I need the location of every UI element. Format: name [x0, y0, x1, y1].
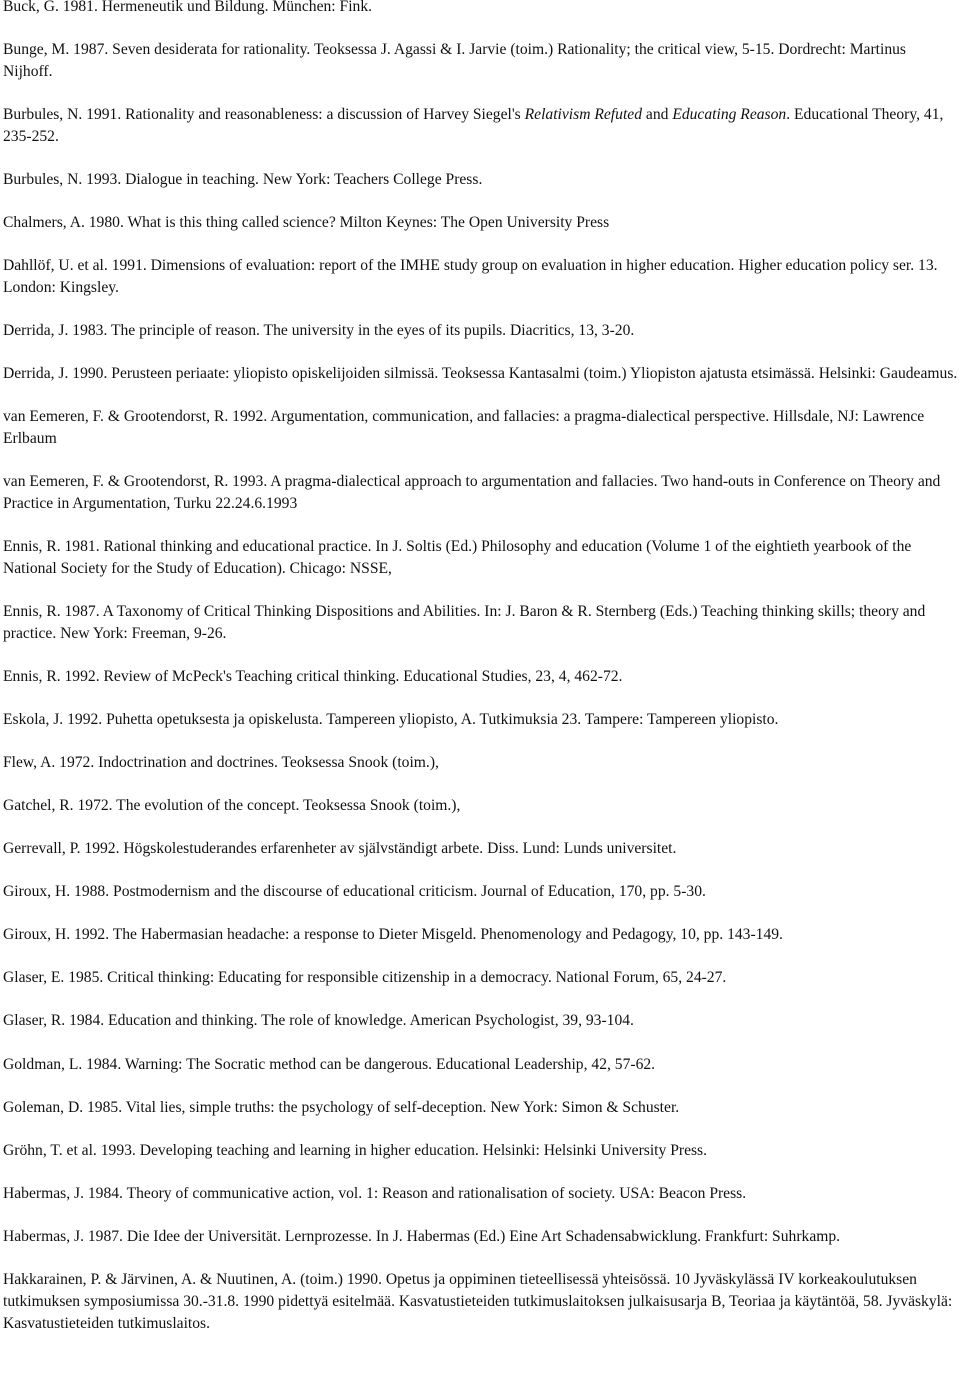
reference-entry: [3, 104, 958, 148]
reference-entry: Glaser, E. 1985. Critical thinking: Educating for responsible citizenship in a democracy. National Forum, 65, 24-27.: [3, 969, 727, 987]
reference-entry: Eskola, J. 1992. Puhetta opetuksesta ja opiskelusta. Tampereen yliopisto, A. Tutkimuksia 23. Tampere: Tampereen yliopisto.: [3, 710, 779, 728]
reference-entry: Buck, G. 1981. Hermeneutik und Bildung. München: Fink.: [3, 0, 373, 15]
reference-entry: van Eemeren, F. & Grootendorst, R. 1993. A pragma-dialectical approach to argumentation and fallacies. Two hand-outs in Conference on Theory and Practice in Argumentation, Turku 22.24.6.1993: [3, 473, 941, 512]
reference-text: . Educational Theory, 41, 235-252.: [3, 105, 944, 145]
reference-text: and: [642, 105, 673, 123]
reference-entry: Ennis, R. 1992. Review of McPeck's Teaching critical thinking. Educational Studies, 23, 4, 462-72.: [3, 667, 623, 685]
reference-entry: Habermas, J. 1987. Die Idee der Universität. Lernprozesse. In J. Habermas (Ed.) Eine Art Schadensabwicklung. Frankfurt: Suhrkamp.: [3, 1227, 841, 1245]
reference-entry: Burbules, N. 1993. Dialogue in teaching. New York: Teachers College Press.: [3, 170, 483, 188]
reference-entry: Flew, A. 1972. Indoctrination and doctrines. Teoksessa Snook (toim.),: [3, 753, 439, 771]
reference-text: Burbules, N. 1991. Rationality and reasonableness: a discussion of Harvey Siegel's: [3, 105, 525, 123]
reference-entry: Derrida, J. 1990. Perusteen periaate: yliopisto opiskelijoiden silmissä. Teoksessa Kantasalmi (toim.) Yliopiston ajatusta etsimässä. Helsinki: Gaudeamus.: [3, 365, 958, 383]
reference-entry: Goldman, L. 1984. Warning: The Socratic method can be dangerous. Educational Leadership, 42, 57-62.: [3, 1055, 656, 1073]
reference-italic-title: Relativism Refuted: [524, 105, 642, 123]
reference-entry: Derrida, J. 1983. The principle of reason. The university in the eyes of its pupils. Diacritics, 13, 3-20.: [3, 321, 635, 339]
reference-entry: van Eemeren, F. & Grootendorst, R. 1992. Argumentation, communication, and fallacies: a pragma-dialectical perspective. Hillsdale, NJ: Lawrence Erlbaum: [3, 408, 925, 447]
reference-entry: Giroux, H. 1988. Postmodernism and the discourse of educational criticism. Journal of Education, 170, pp. 5-30.: [3, 883, 706, 901]
reference-entry: Giroux, H. 1992. The Habermasian headache: a response to Dieter Misgeld. Phenomenology and Pedagogy, 10, pp. 143-149.: [3, 926, 783, 944]
reference-entry: Glaser, R. 1984. Education and thinking. The role of knowledge. American Psychologist, 39, 93-104.: [3, 1012, 634, 1030]
reference-entry: Gröhn, T. et al. 1993. Developing teaching and learning in higher education. Helsinki: Helsinki University Press.: [3, 1141, 708, 1159]
reference-entry: Ennis, R. 1987. A Taxonomy of Critical Thinking Dispositions and Abilities. In: J. Baron & R. Sternberg (Eds.) Teaching thinking skills; theory and practice. New York: Freeman, 9-26.: [3, 602, 926, 642]
reference-entry: Goleman, D. 1985. Vital lies, simple truths: the psychology of self-deception. New York: Simon & Schuster.: [3, 1098, 680, 1116]
reference-entry: Hakkarainen, P. & Järvinen, A. & Nuutinen, A. (toim.) 1990. Opetus ja oppiminen tieteellisessä yhteisössä. 10 Jyväskylässä IV korkeakoulutuksen tutkimuksen symposiumissa 30.-31.8. 1990 pidettyä esitelmää. Kasvatustieteiden tutkimuslaitoksen julkaisusarja B, Teoriaa ja käytäntöä, 58. Jyväskylä: Kasvatustieteiden tutkimuslaitos.: [3, 1271, 953, 1332]
reference-entry: Gatchel, R. 1972. The evolution of the concept. Teoksessa Snook (toim.),: [3, 796, 461, 814]
reference-entry: Chalmers, A. 1980. What is this thing called science? Milton Keynes: The Open University Press: [3, 213, 610, 231]
reference-entry: Ennis, R. 1981. Rational thinking and educational practice. In J. Soltis (Ed.) Philosophy and education (Volume 1 of the eightieth yearbook of the National Society for the Study of Education). Chicago: NSSE,: [3, 537, 912, 577]
reference-italic-title: Educating Reason: [672, 105, 787, 123]
reference-entry: Gerrevall, P. 1992. Högskolestuderandes erfarenheter av självständigt arbete. Diss. Lund: Lunds universitet.: [3, 840, 677, 858]
reference-entry: Dahllöf, U. et al. 1991. Dimensions of evaluation: report of the IMHE study group on evaluation in higher education. Higher education policy ser. 13. London: Kingsley.: [3, 257, 938, 296]
reference-entry: Habermas, J. 1984. Theory of communicative action, vol. 1: Reason and rationalisation of society. USA: Beacon Press.: [3, 1184, 747, 1202]
reference-entry: Bunge, M. 1987. Seven desiderata for rationality. Teoksessa J. Agassi & I. Jarvie (toim.) Rationality; the critical view, 5-15. Dordrecht: Martinus Nijhoff.: [3, 41, 906, 80]
reference-list: [3, 0, 958, 1334]
